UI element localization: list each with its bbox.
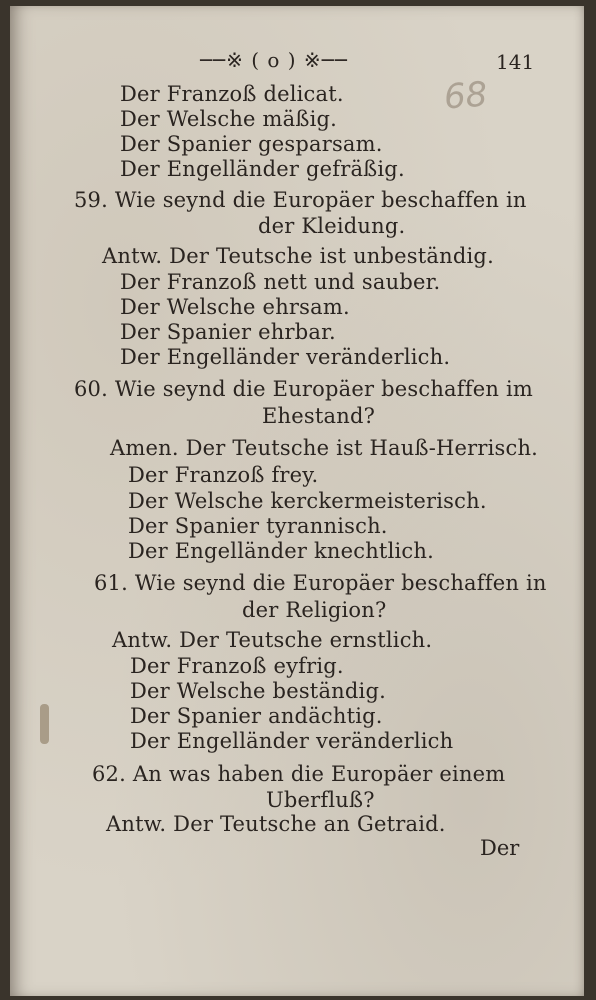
answer-line: Antw. Der Teutsche ist unbeständig. (102, 244, 494, 268)
question-line: der Religion? (242, 598, 387, 622)
text-line: Der Spanier tyrannisch. (128, 514, 388, 538)
text-line: Der Engelländer veränderlich (130, 729, 454, 753)
text-line: Der Engelländer gefräßig. (120, 157, 405, 181)
text-line: Der Franzoß delicat. (120, 82, 344, 106)
text-line: Der Welsche kerckermeisterisch. (128, 489, 487, 513)
question-line: der Kleidung. (258, 214, 406, 238)
text-line: Der Engelländer knechtlich. (128, 539, 434, 563)
text-line: Der Spanier andächtig. (130, 704, 383, 728)
text-line: Der Franzoß nett und sauber. (120, 270, 441, 294)
text-line: Der Spanier ehrbar. (120, 320, 336, 344)
question-line: 59. Wie seynd die Europäer beschaffen in (74, 188, 527, 212)
catchword: Der (480, 836, 520, 860)
question-line: Ehestand? (262, 404, 376, 428)
book-page (10, 6, 584, 996)
paper-stain (40, 704, 49, 744)
text-line: Der Welsche beständig. (130, 679, 386, 703)
pencil-annotation: 68 (442, 74, 489, 118)
text-line: Der Welsche ehrsam. (120, 295, 350, 319)
text-line: Der Spanier gesparsam. (120, 132, 383, 156)
text-line: Der Welsche mäßig. (120, 107, 338, 131)
answer-line: Antw. Der Teutsche an Getraid. (106, 812, 446, 836)
question-line: 60. Wie seynd die Europäer beschaffen im (74, 377, 533, 401)
answer-line: Antw. Der Teutsche ernstlich. (112, 628, 433, 652)
text-line: Der Engelländer veränderlich. (120, 345, 451, 369)
page-number: 141 (496, 50, 535, 74)
answer-line: Amen. Der Teutsche ist Hauß-Herrisch. (110, 436, 539, 460)
question-line: 61. Wie seynd die Europäer beschaffen in (94, 571, 547, 595)
header-ornament: ──※ ( o ) ※── (200, 48, 348, 72)
text-line: Der Franzoß eyfrig. (130, 654, 344, 678)
text-line: Der Franzoß frey. (128, 463, 319, 487)
question-line: Uberfluß? (266, 788, 375, 812)
question-line: 62. An was haben die Europäer einem (92, 762, 506, 786)
